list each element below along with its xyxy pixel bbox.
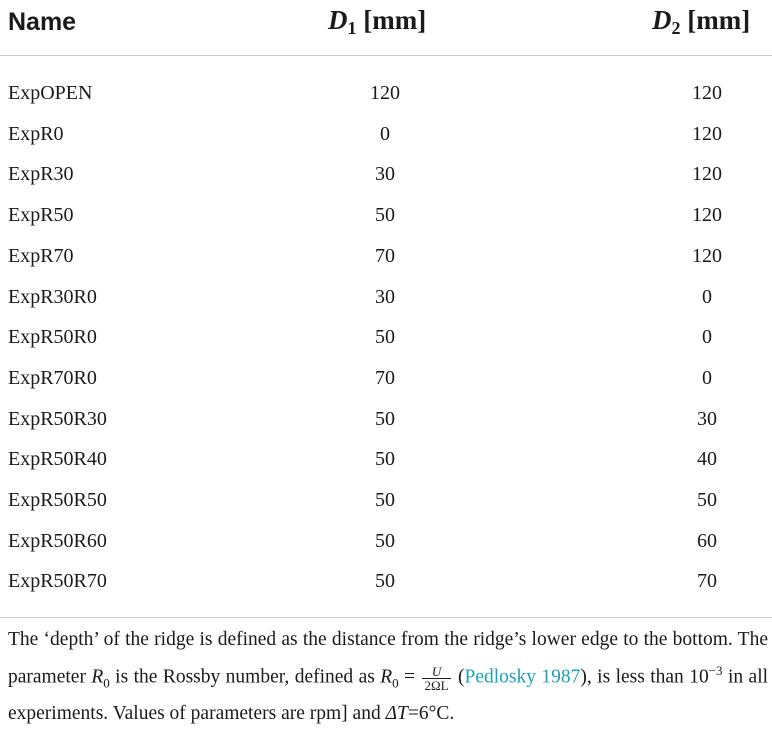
table-row	[0, 236, 772, 276]
table-row	[0, 154, 772, 194]
header-divider	[0, 55, 772, 56]
row-d2-cell: 120	[692, 244, 722, 267]
row-name-cell: ExpR50R30	[8, 407, 107, 430]
row-d1-cell: 0	[380, 122, 390, 145]
row-name-cell: ExpR30R0	[8, 285, 97, 308]
row-d2-cell: 40	[697, 448, 717, 471]
column-header-d2	[652, 3, 750, 45]
table-row	[0, 73, 772, 113]
row-d2-cell: 50	[697, 489, 717, 511]
table-row	[0, 358, 772, 398]
citation-link[interactable]: Pedlosky 1987	[464, 666, 581, 688]
row-d1-cell: 50	[375, 407, 395, 430]
table-row	[0, 399, 772, 439]
row-d1-cell: 50	[375, 529, 395, 552]
column-header-d1	[328, 3, 426, 45]
table-footnote: The ‘depth’ of the ridge is defined as the distance from the ridge’s lower edge to the bottom. The parameter $R_0$ is the Rossby number, defined as $R_0$ = $\frac{U}{2\Omega L}$ (Pedlosky 1987), is less than $10^{-3}$ in all experiments. Values of parameters are rpm] and ΔT=6°C.	[8, 629, 769, 725]
table-row	[0, 114, 772, 154]
table-row	[0, 195, 772, 235]
table-row	[0, 439, 772, 479]
row-name-cell: ExpOPEN	[8, 82, 93, 104]
row-name-cell: ExpR50R0	[8, 326, 97, 349]
table-row	[0, 480, 772, 520]
d2-symbol: $D_2$	[652, 5, 681, 38]
table-row	[0, 521, 772, 561]
row-name-cell: ExpR70R0	[8, 366, 97, 389]
table-header	[0, 0, 772, 55]
row-d1-cell: 50	[375, 489, 395, 511]
row-d1-cell: 70	[375, 366, 395, 389]
d2-unit: [mm]	[687, 5, 751, 35]
row-d1-cell: 30	[375, 285, 395, 308]
row-d2-cell: 0	[702, 326, 712, 349]
table-row	[0, 277, 772, 317]
row-name-cell: ExpR30	[8, 163, 74, 186]
row-d1-cell: 50	[375, 204, 395, 227]
row-name-cell: ExpR70	[8, 244, 74, 267]
row-d1-cell: 120	[370, 82, 400, 104]
row-name-cell: ExpR50R60	[8, 529, 107, 552]
table-row	[0, 317, 772, 357]
row-d2-cell: 120	[692, 82, 722, 104]
row-d1-cell: 30	[375, 163, 395, 186]
row-d2-cell: 0	[702, 366, 712, 389]
footer-divider	[0, 617, 772, 618]
row-d2-cell: 120	[692, 122, 722, 145]
row-d1-cell: 50	[375, 570, 395, 593]
row-name-cell: ExpR50R40	[8, 448, 107, 471]
d1-symbol: $D_1$	[328, 5, 357, 38]
row-name-cell: ExpR50	[8, 204, 74, 227]
row-name-cell: ExpR50R70	[8, 570, 107, 593]
table-row	[0, 561, 772, 601]
row-d1-cell: 50	[375, 448, 395, 471]
row-d1-cell: 50	[375, 326, 395, 349]
column-header-name: Name	[8, 8, 77, 36]
row-d2-cell: 0	[702, 285, 712, 308]
row-d2-cell: 60	[697, 529, 717, 552]
row-name-cell: ExpR0	[8, 122, 64, 145]
row-d1-cell: 70	[375, 244, 395, 267]
row-name-cell: ExpR50R50	[8, 489, 107, 511]
rossby-fraction: $\frac{U}{2\Omega L}$	[424, 663, 449, 693]
d1-unit: [mm]	[363, 5, 427, 35]
row-d2-cell: 70	[697, 570, 717, 593]
row-d2-cell: 120	[692, 163, 722, 186]
row-d2-cell: 120	[692, 204, 722, 227]
row-d2-cell: 30	[697, 407, 717, 430]
